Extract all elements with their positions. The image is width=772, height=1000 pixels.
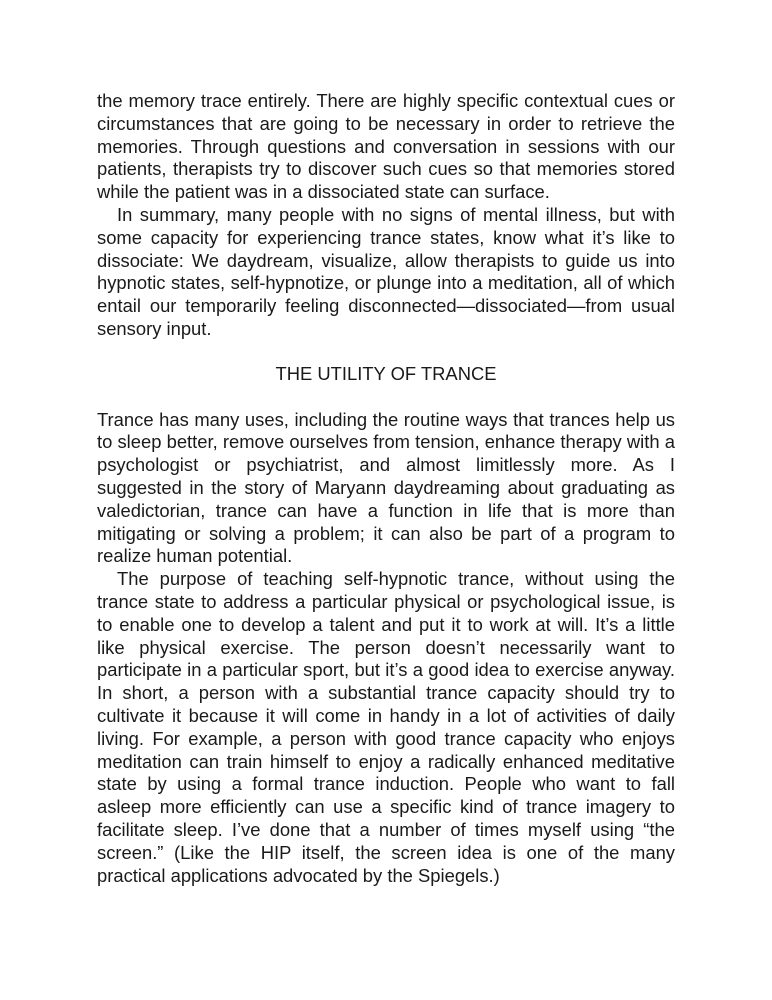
book-page — [97, 90, 675, 887]
paragraph-self-hypnotic-purpose: The purpose of teaching self-hypnotic trance, without using the trance state to address a particular physical or psychological issue, is to enable one to develop a talent and put it to work at will. It’s a little like physical exercise. The person doesn’t necessarily want to participate in a particular sport, but it’s a good idea to exercise anyway. In short, a person with a substantial trance capacity should try to cultivate it because it will come in handy in a lot of activities of daily living. For example, a person with good trance capacity who enjoys meditation can train himself to enjoy a radically enhanced meditative state by using a formal trance induction. People who want to fall asleep more efficiently can use a specific kind of trance imagery to facilitate sleep. I’ve done that a number of times myself using “the screen.” (Like the HIP itself, the screen idea is one of the many practical applications advocated by the Spiegels.) — [97, 568, 675, 886]
paragraph-summary-dissociation: In summary, many people with no signs of mental illness, but with some capacity for experiencing trance states, know what it’s like to dissociate: We daydream, visualize, allow therapists to guide us into hypnotic states, self-hypnotize, or plunge into a meditation, all of which entail our temporarily feeling disconnected—dissociated—from usual sensory input. — [97, 203, 675, 339]
section-heading: THE UTILITY OF TRANCE — [275, 362, 497, 384]
paragraph-continued-memory-trace: the memory trace entirely. There are highly specific contextual cues or circumstances that are going to be necessary in order to retrieve the memories. Through questions and conversation in sessions with our patients, therapists try to discover such cues so that memories stored while the patient was in a dissociated state can surface. — [97, 90, 675, 203]
paragraph-trance-uses: Trance has many uses, including the routine ways that trances help us to sleep better, remove ourselves from tension, enhance therapy with a psychologist or psychiatrist, and almost limitlessly more. As I suggested in the story of Maryann daydreaming about graduating as valedictorian, trance can have a function in life that is more than mitigating or solving a problem; it can also be part of a program to realize human potential. — [97, 408, 675, 567]
